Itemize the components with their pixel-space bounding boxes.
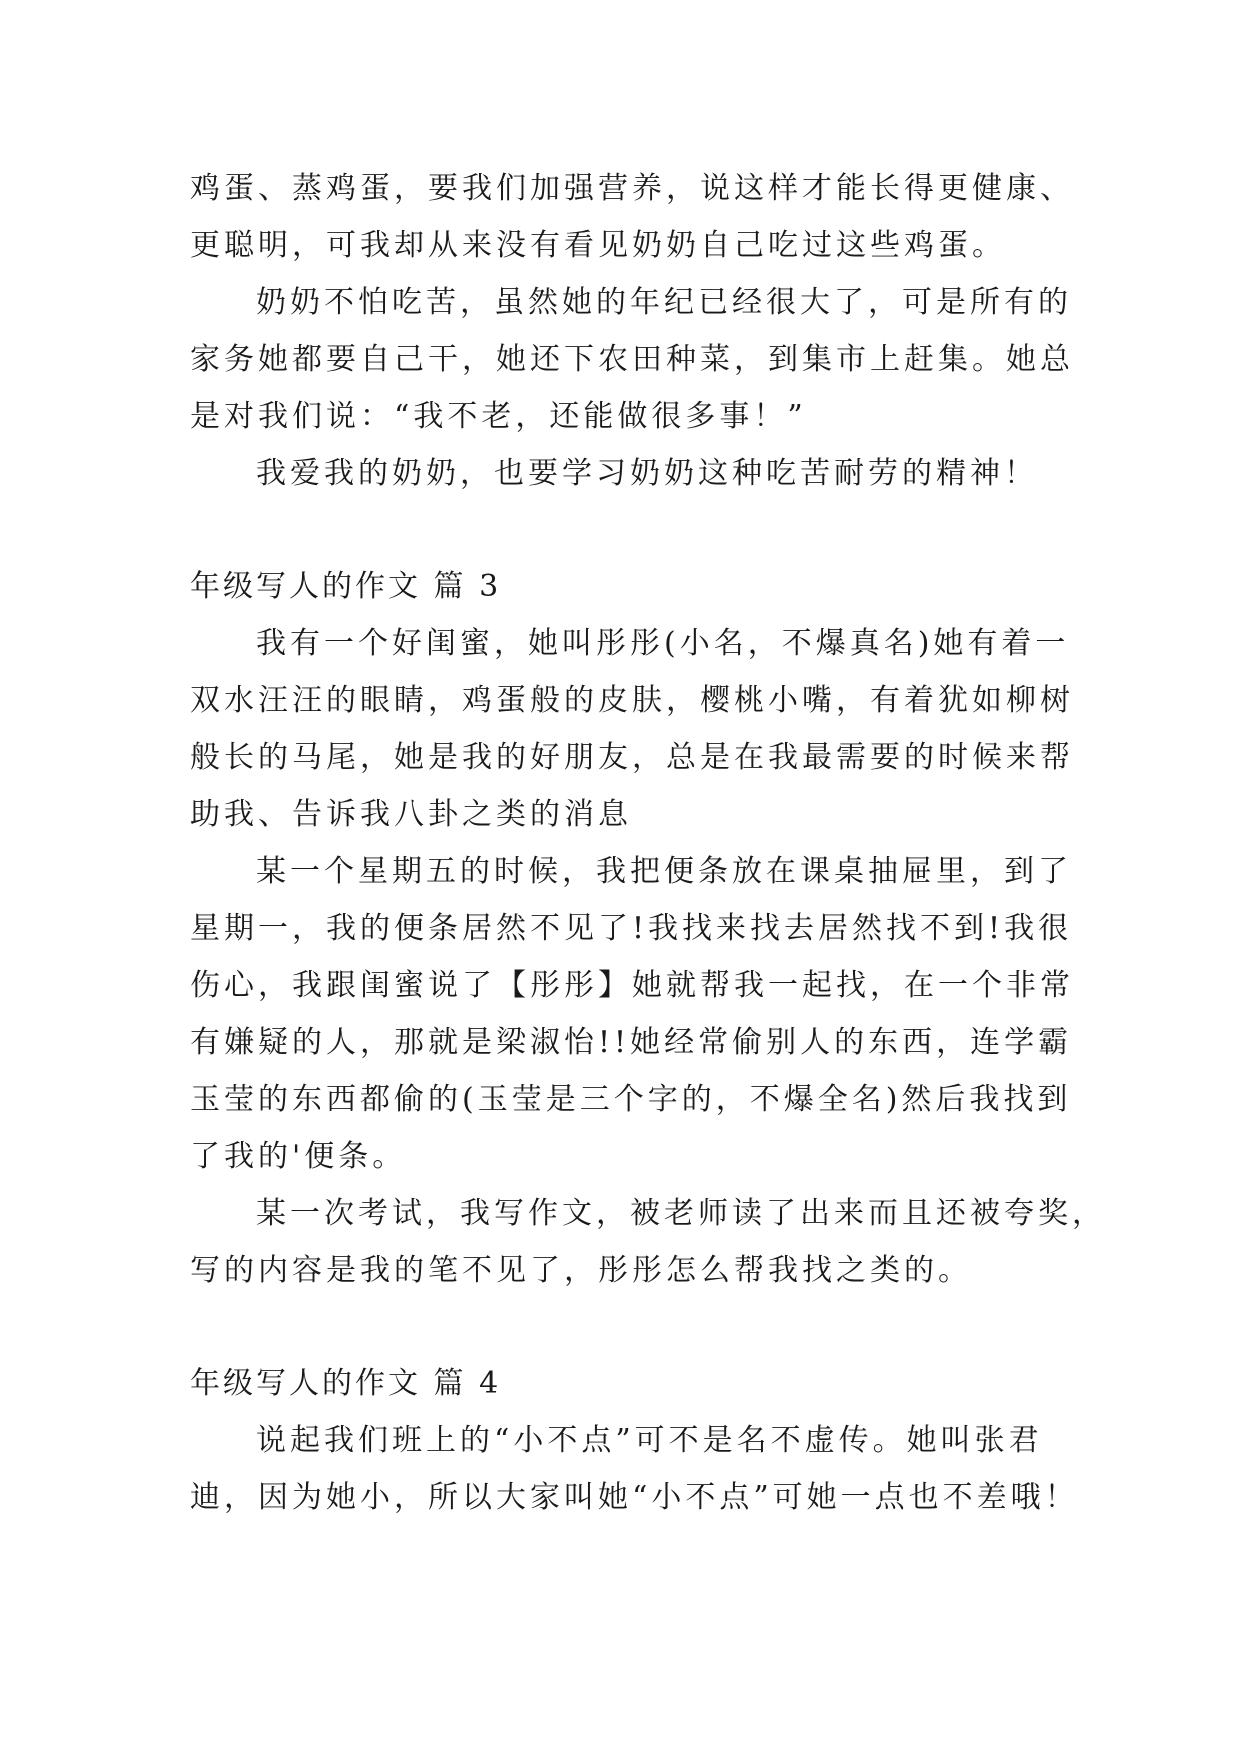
text-line: 伤心，我跟闺蜜说了【彤彤】她就帮我一起找，在一个非常 (190, 968, 1074, 1003)
text-line: 双水汪汪的眼睛，鸡蛋般的皮肤，樱桃小嘴，有着犹如柳树 (190, 683, 1074, 718)
paragraph (190, 445, 1070, 502)
section-spacer (190, 1299, 1070, 1355)
text-line: 助我、告诉我八卦之类的消息 (190, 797, 632, 832)
text-line: 我有一个好闺蜜，她叫彤彤(小名，不爆真名)她有着一 (256, 626, 1070, 661)
section-heading: 年级写人的作文 篇 3 (190, 569, 502, 604)
text-line: 星期一，我的便条居然不见了!我找来找去居然找不到!我很 (190, 911, 1073, 946)
text-line: 鸡蛋、蒸鸡蛋，要我们加强营养，说这样才能长得更健康、 (190, 171, 1074, 206)
text-line: 奶奶不怕吃苦，虽然她的年纪已经很大了，可是所有的 (256, 285, 1072, 320)
paragraph (190, 274, 1074, 445)
paragraph (190, 1185, 1106, 1299)
text-line: 有嫌疑的人，那就是梁淑怡!!她经常偷别人的东西，连学霸 (190, 1025, 1073, 1060)
text-line: 更聪明，可我却从来没有看见奶奶自己吃过这些鸡蛋。 (190, 228, 1006, 263)
text-line: 了我的'便条。 (190, 1139, 407, 1174)
text-line: 家务她都要自己干，她还下农田种菜，到集市上赶集。她总 (190, 342, 1074, 377)
text-line: 是对我们说：“我不老，还能做很多事！” (190, 399, 807, 434)
text-line: 我爱我的奶奶，也要学习奶奶这种吃苦耐劳的精神！ (256, 456, 1038, 491)
section-heading: 年级写人的作文 篇 4 (190, 1366, 502, 1401)
paragraph (190, 160, 1074, 274)
text-line: 某一个星期五的时候，我把便条放在课桌抽屉里，到了 (256, 854, 1072, 889)
document-page (190, 160, 1106, 1526)
paragraph (190, 843, 1074, 1185)
text-line: 说起我们班上的“小不点”可不是名不虚传。她叫张君 (256, 1423, 1043, 1458)
paragraph (190, 1412, 1079, 1526)
text-line: 迪，因为她小，所以大家叫她“小不点”可她一点也不差哦！ (190, 1480, 1079, 1515)
section-spacer (190, 502, 1070, 558)
text-line: 某一次考试，我写作文，被老师读了出来而且还被夸奖， (256, 1196, 1106, 1231)
text-line: 写的内容是我的笔不见了，彤彤怎么帮我找之类的。 (190, 1253, 972, 1288)
text-line: 玉莹的东西都偷的(玉莹是三个字的，不爆全名)然后我找到 (190, 1082, 1072, 1117)
paragraph (190, 615, 1074, 843)
text-line: 般长的马尾，她是我的好朋友，总是在我最需要的时候来帮 (190, 740, 1074, 775)
